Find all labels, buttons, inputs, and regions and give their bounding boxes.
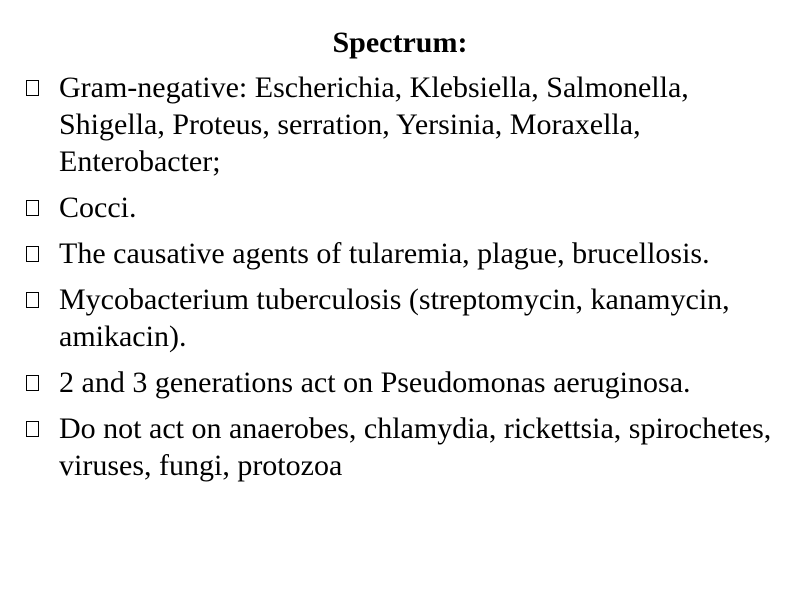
list-item-text: Do not act on anaerobes, chlamydia, rickettsia, spirochetes, viruses, fungi, protozoa bbox=[59, 412, 772, 482]
list-item-text: Mycobacterium tuberculosis (streptomycin, kanamycin, amikacin). bbox=[59, 283, 730, 353]
square-bullet-icon bbox=[26, 246, 39, 262]
bullet-list bbox=[26, 69, 776, 484]
list-item-text: Cocci. bbox=[59, 191, 137, 224]
list-item bbox=[26, 69, 776, 180]
list-item bbox=[26, 410, 776, 484]
square-bullet-icon bbox=[26, 200, 39, 216]
slide-title: Spectrum: bbox=[332, 26, 468, 59]
square-bullet-icon bbox=[26, 292, 39, 308]
square-bullet-icon bbox=[26, 375, 39, 391]
list-item bbox=[26, 189, 776, 226]
square-bullet-icon bbox=[26, 421, 39, 437]
list-item bbox=[26, 364, 776, 401]
list-item-text: The causative agents of tularemia, plague, brucellosis. bbox=[59, 237, 710, 270]
list-item-text: Gram-negative: Escherichia, Klebsiella, Salmonella, Shigella, Proteus, serration, Yersinia, Moraxella, Enterobacter; bbox=[59, 71, 689, 178]
list-item-text: 2 and 3 generations act on Pseudomonas aeruginosa. bbox=[59, 366, 691, 399]
list-item bbox=[26, 235, 776, 272]
square-bullet-icon bbox=[26, 80, 39, 96]
list-item bbox=[26, 281, 776, 355]
